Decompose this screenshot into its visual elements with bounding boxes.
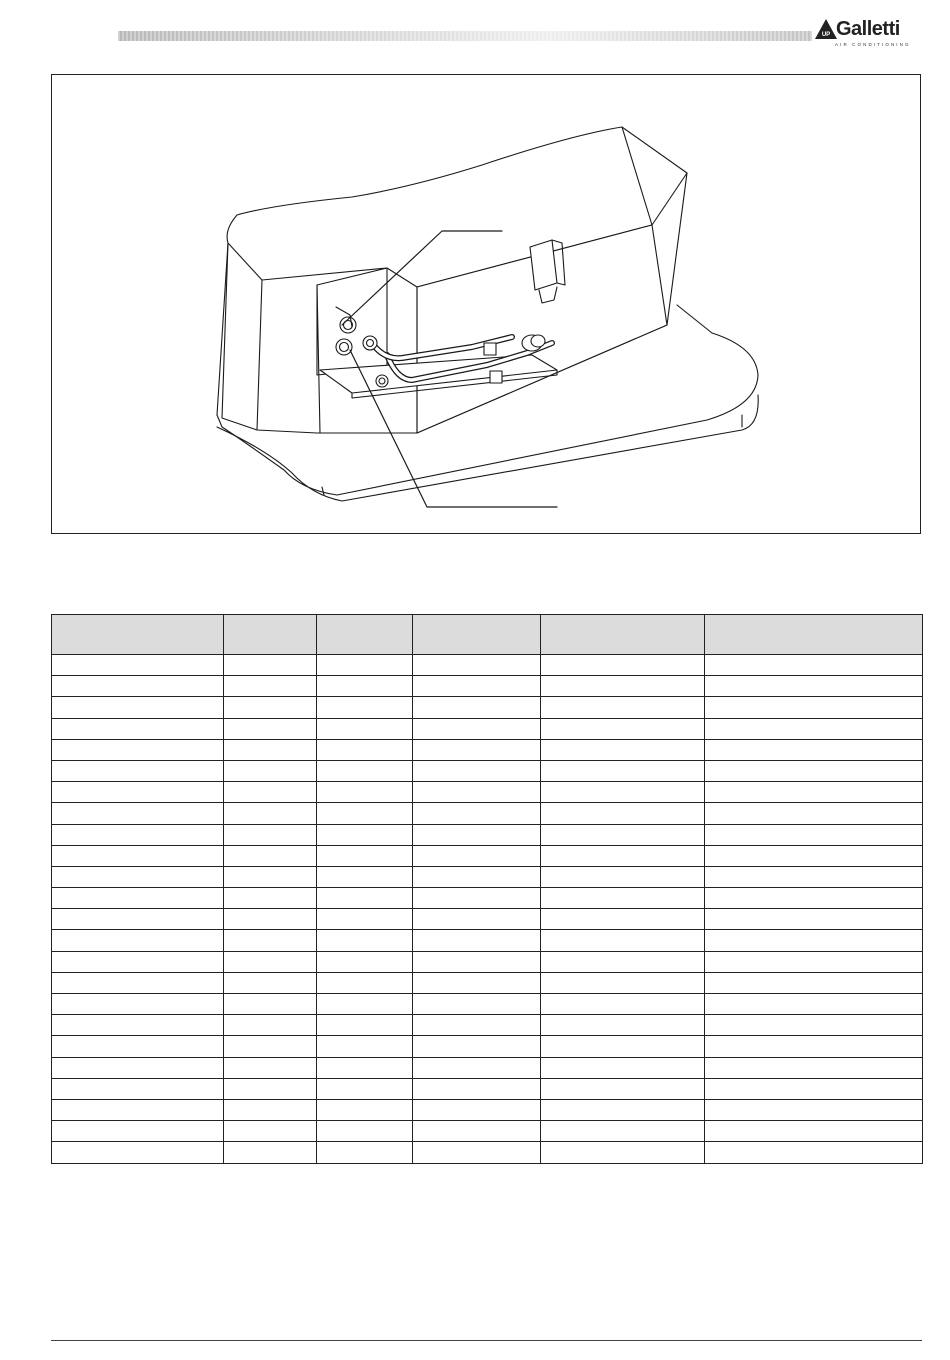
table-cell: [317, 718, 413, 739]
table-cell: [224, 739, 317, 760]
table-header-cell: [317, 615, 413, 655]
table-cell: [705, 1078, 923, 1099]
table-cell: [224, 824, 317, 845]
table-cell: [52, 739, 224, 760]
table-cell: [413, 655, 541, 676]
table-cell: [413, 994, 541, 1015]
table-cell: [224, 1078, 317, 1099]
table-cell: [413, 1078, 541, 1099]
table-cell: [52, 1121, 224, 1142]
table-cell: [52, 1078, 224, 1099]
table-cell: [317, 888, 413, 909]
table-header-cell: [52, 615, 224, 655]
table-cell: [224, 845, 317, 866]
table-cell: [541, 1142, 705, 1163]
table-cell: [224, 909, 317, 930]
header-gradient-bar: [118, 31, 812, 41]
table-cell: [317, 739, 413, 760]
table-cell: [317, 951, 413, 972]
table-cell: [541, 930, 705, 951]
table-cell: [317, 1078, 413, 1099]
table-cell: [52, 1099, 224, 1120]
table-cell: [705, 1121, 923, 1142]
table-cell: [317, 1099, 413, 1120]
table-cell: [317, 1057, 413, 1078]
table-cell: [413, 782, 541, 803]
footer-rule: [51, 1340, 922, 1341]
table-cell: [52, 718, 224, 739]
table-cell: [52, 951, 224, 972]
table-row: [52, 1015, 923, 1036]
table-cell: [413, 1015, 541, 1036]
table-header-cell: [705, 615, 923, 655]
table-cell: [541, 972, 705, 993]
table-cell: [413, 1121, 541, 1142]
table-cell: [705, 697, 923, 718]
table-cell: [705, 1036, 923, 1057]
table-cell: [224, 1015, 317, 1036]
table-cell: [705, 1057, 923, 1078]
table-cell: [224, 676, 317, 697]
table-cell: [317, 697, 413, 718]
table-cell: [317, 1015, 413, 1036]
table-cell: [224, 1057, 317, 1078]
table-cell: [224, 994, 317, 1015]
table-cell: [224, 888, 317, 909]
galletti-logo: [815, 16, 925, 50]
table-cell: [413, 930, 541, 951]
table-cell: [541, 782, 705, 803]
table-row: [52, 994, 923, 1015]
table-cell: [52, 655, 224, 676]
table-cell: [705, 888, 923, 909]
table-cell: [224, 1142, 317, 1163]
table-cell: [317, 930, 413, 951]
table-cell: [541, 697, 705, 718]
table-cell: [541, 676, 705, 697]
table-cell: [541, 866, 705, 887]
table-cell: [541, 909, 705, 930]
table-cell: [541, 1078, 705, 1099]
brand-subtitle: AIR CONDITIONING: [835, 42, 911, 47]
table-row: [52, 803, 923, 824]
table-cell: [52, 782, 224, 803]
table-body: [52, 655, 923, 1164]
table-cell: [705, 909, 923, 930]
table-cell: [317, 845, 413, 866]
table-cell: [52, 824, 224, 845]
table-cell: [705, 760, 923, 781]
table-cell: [413, 909, 541, 930]
table-header-cell: [541, 615, 705, 655]
table-cell: [317, 1142, 413, 1163]
table-cell: [541, 739, 705, 760]
table-cell: [224, 655, 317, 676]
table-cell: [705, 676, 923, 697]
table-cell: [52, 930, 224, 951]
table-row: [52, 909, 923, 930]
brand-name: Galletti: [836, 18, 900, 40]
table-row: [52, 718, 923, 739]
table-cell: [705, 994, 923, 1015]
table-cell: [413, 866, 541, 887]
table-cell: [541, 845, 705, 866]
table-row: [52, 888, 923, 909]
table-row: [52, 739, 923, 760]
table-cell: [52, 1142, 224, 1163]
table-cell: [413, 739, 541, 760]
table-row: [52, 866, 923, 887]
table-cell: [705, 803, 923, 824]
table-cell: [317, 824, 413, 845]
table-row: [52, 1036, 923, 1057]
table-cell: [52, 845, 224, 866]
table-cell: [413, 718, 541, 739]
table-cell: [705, 1015, 923, 1036]
table-header-cell: [224, 615, 317, 655]
table-cell: [541, 1015, 705, 1036]
table-cell: [705, 1099, 923, 1120]
table-cell: [224, 803, 317, 824]
logo-triangle-icon: [815, 19, 837, 39]
table-cell: [705, 845, 923, 866]
specification-table: [51, 614, 923, 1164]
table-row: [52, 676, 923, 697]
table-cell: [317, 909, 413, 930]
table-cell: [541, 1099, 705, 1120]
table-cell: [705, 951, 923, 972]
table-cell: [317, 1036, 413, 1057]
table-cell: [541, 718, 705, 739]
table-cell: [541, 760, 705, 781]
table-row: [52, 1099, 923, 1120]
table-cell: [705, 1142, 923, 1163]
table-cell: [413, 760, 541, 781]
table-cell: [413, 676, 541, 697]
table-cell: [705, 972, 923, 993]
table-cell: [52, 1015, 224, 1036]
table-header-row: [52, 615, 923, 655]
table-cell: [224, 866, 317, 887]
table-cell: [413, 972, 541, 993]
table-cell: [52, 909, 224, 930]
figure-frame: [51, 74, 921, 534]
table-row: [52, 824, 923, 845]
table-row: [52, 1121, 923, 1142]
table-cell: [52, 803, 224, 824]
table-header-cell: [413, 615, 541, 655]
table-cell: [317, 655, 413, 676]
table-cell: [413, 1057, 541, 1078]
table-cell: [541, 1036, 705, 1057]
table-row: [52, 951, 923, 972]
table-cell: [541, 824, 705, 845]
table-cell: [224, 1121, 317, 1142]
table-cell: [413, 951, 541, 972]
table-cell: [541, 994, 705, 1015]
table-cell: [317, 866, 413, 887]
table-cell: [317, 760, 413, 781]
table-row: [52, 697, 923, 718]
table-cell: [541, 803, 705, 824]
table-cell: [413, 697, 541, 718]
table-cell: [317, 1121, 413, 1142]
table-cell: [224, 718, 317, 739]
table-cell: [705, 782, 923, 803]
table-cell: [541, 1121, 705, 1142]
table-cell: [541, 951, 705, 972]
table-cell: [413, 888, 541, 909]
table-row: [52, 930, 923, 951]
table-cell: [52, 1036, 224, 1057]
table-cell: [317, 676, 413, 697]
table-cell: [413, 1036, 541, 1057]
table-cell: [317, 972, 413, 993]
table-cell: [52, 866, 224, 887]
table-row: [52, 972, 923, 993]
table-cell: [705, 824, 923, 845]
table-cell: [52, 676, 224, 697]
table-cell: [52, 888, 224, 909]
table-cell: [52, 994, 224, 1015]
table-row: [52, 655, 923, 676]
table-cell: [52, 697, 224, 718]
table-cell: [541, 888, 705, 909]
table-cell: [705, 930, 923, 951]
table-cell: [52, 972, 224, 993]
table-row: [52, 760, 923, 781]
table-cell: [317, 782, 413, 803]
table-cell: [705, 718, 923, 739]
table-cell: [52, 1057, 224, 1078]
table-cell: [52, 760, 224, 781]
table-row: [52, 845, 923, 866]
table-row: [52, 1142, 923, 1163]
table-row: [52, 1057, 923, 1078]
table-cell: [224, 760, 317, 781]
table-cell: [224, 951, 317, 972]
fan-coil-unit-drawing: [52, 75, 920, 533]
table-cell: [541, 1057, 705, 1078]
table-cell: [224, 930, 317, 951]
table-cell: [317, 803, 413, 824]
table-row: [52, 1078, 923, 1099]
table-cell: [413, 845, 541, 866]
table-cell: [541, 655, 705, 676]
table-cell: [224, 972, 317, 993]
table-cell: [224, 1099, 317, 1120]
table-row: [52, 782, 923, 803]
table-cell: [413, 803, 541, 824]
table-cell: [705, 739, 923, 760]
table-cell: [224, 782, 317, 803]
table-cell: [413, 1142, 541, 1163]
table-cell: [224, 697, 317, 718]
table-cell: [705, 866, 923, 887]
logo-badge-text: UP: [821, 32, 831, 38]
table-cell: [413, 824, 541, 845]
table-cell: [413, 1099, 541, 1120]
table-cell: [224, 1036, 317, 1057]
table-cell: [317, 994, 413, 1015]
table-cell: [705, 655, 923, 676]
